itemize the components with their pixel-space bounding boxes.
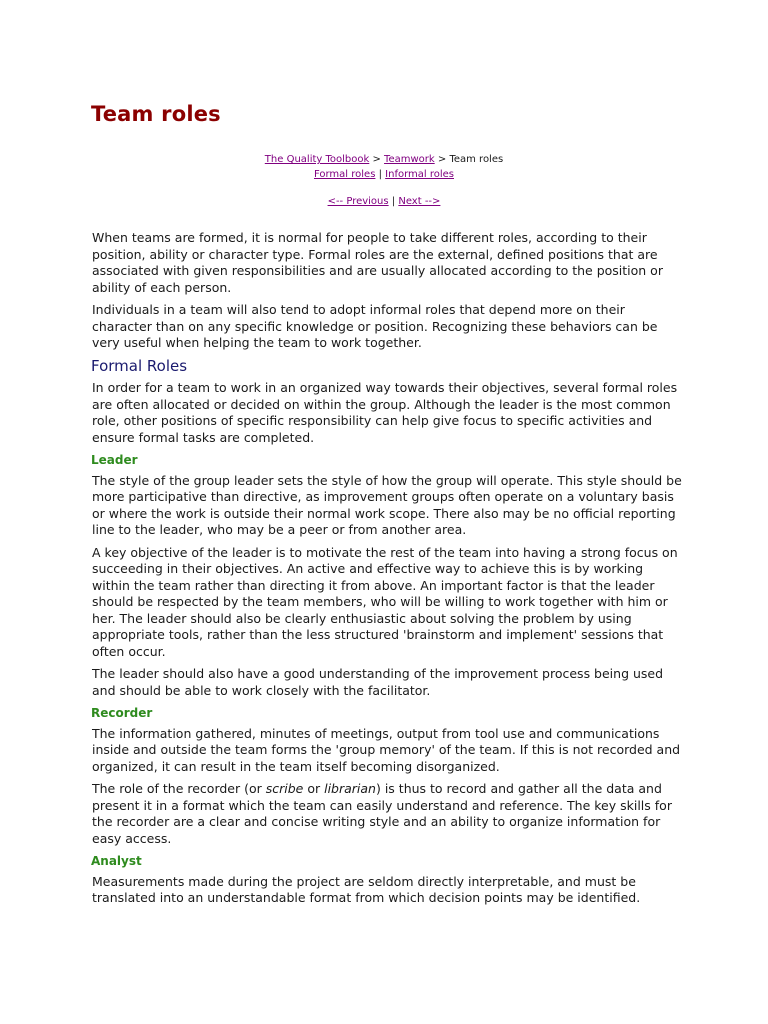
section-nav-separator: | [375,169,386,180]
leader-paragraph: A key objective of the leader is to motivate the rest of the team into having a strong focus on succeeding in their objectives. An active and effective way to achieve this is by working within the team rather than directing it from above. An important factor is that the leader should be respected by the team members, who will be willing to work together with him or her. The leader should also be clearly enthusiastic about solving the problem by using appropriate tools, rather than the less structured 'brainstorm and implement' sessions that often occur. [92,544,678,659]
recorder-text: or [303,781,325,796]
article-body [92,230,682,913]
recorder-term-scribe: scribe [265,781,304,796]
navigation-block [0,152,768,209]
recorder-heading: Recorder [91,706,153,720]
leader-paragraph: The leader should also have a good understanding of the improvement process being used and should be able to work closely with the facilitator. [92,666,664,698]
breadcrumb [0,152,768,167]
pager [0,194,768,209]
breadcrumb-separator: > [369,154,385,165]
formal-roles-paragraph: In order for a team to work in an organized way towards their objectives, several formal roles are often allocated or decided on within the group. Although the leader is the most common role, other positions of specific responsibility can help give focus to specific activities and ensure formal tasks are completed. [92,380,678,445]
analyst-paragraph: Measurements made during the project are seldom directly interpretable, and must be translated into an understandable format from which decision points may be identified. [92,873,641,905]
page-title: Team roles [91,102,221,126]
breadcrumb-separator: > [434,154,450,165]
pager-separator: | [388,196,399,207]
analyst-heading: Analyst [91,854,142,868]
breadcrumb-link-teamwork[interactable]: Teamwork [384,154,435,165]
recorder-text: The role of the recorder (or [92,781,266,796]
informal-roles-link[interactable]: Informal roles [385,169,454,180]
breadcrumb-current: Team roles [449,154,504,165]
formal-roles-heading: Formal Roles [91,356,188,375]
previous-link[interactable]: <-- Previous [327,196,389,207]
intro-paragraph: Individuals in a team will also tend to adopt informal roles that depend more on their character than on any specific knowledge or position. Recognizing these behaviors can be very useful when helping the team to work together. [92,302,658,350]
recorder-text: ) is thus to record and gather all the data and present it in a format which the team can easily understand and reference. The key skills for the recorder are a clear and concise writing style and an ability to organize information for easy access. [92,781,672,846]
next-link[interactable]: Next --> [398,196,441,207]
section-nav [0,167,768,182]
recorder-paragraph [92,781,682,847]
intro-paragraph: When teams are formed, it is normal for people to take different roles, according to their position, ability or character type. Formal roles are the external, defined positions that are associated with given responsibilities and are usually allocated according to the position or ability of each person. [92,230,663,295]
formal-roles-link[interactable]: Formal roles [313,169,376,180]
leader-heading: Leader [91,453,138,467]
leader-paragraph: The style of the group leader sets the style of how the group will operate. This style should be more participative than directive, as improvement groups often operate on a voluntary basis or where the work is outside their normal work scope. There also may be no official reporting line to the leader, who may be a peer or from another area. [92,472,682,537]
recorder-paragraph: The information gathered, minutes of meetings, output from tool use and communications inside and outside the team forms the 'group memory' of the team. If this is not recorded and organized, it can result in the team itself becoming disorganized. [92,725,681,774]
breadcrumb-link-quality-toolbook[interactable]: The Quality Toolbook [264,154,370,165]
recorder-term-librarian: librarian [324,781,376,796]
